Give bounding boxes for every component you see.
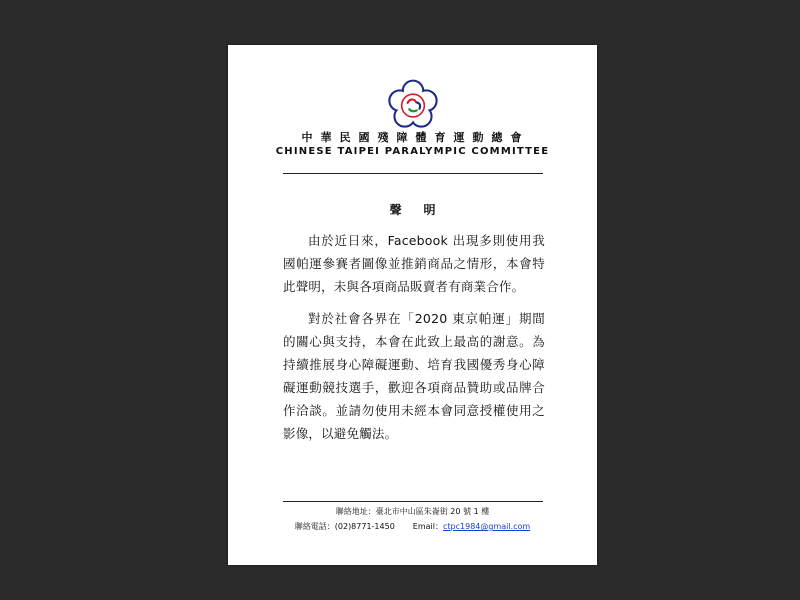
paralympic-committee-logo	[386, 78, 440, 132]
contact-address: 聯絡地址：臺北市中山區朱崙街 20 號 1 樓	[335, 507, 490, 516]
statement-paragraph: 對於社會各界在「2020 東京帕運」期間的關心與支持，本會在此致上最高的謝意。為持續推展身心障礙運動、培育我國優秀身心障礙運動競技選手，歡迎各項商品贊助或品牌合作洽談。並請勿使用未經本會同意授權使用之影像，以避免觸法。	[283, 311, 545, 441]
statement-title-char: 明	[423, 203, 436, 217]
header-divider	[283, 173, 543, 174]
contact-phone: 聯絡電話：(02)8771-1450	[294, 522, 395, 531]
statement-title	[228, 201, 597, 218]
email-link[interactable]: ctpc1984@gmail.com	[443, 522, 531, 531]
email-label: Email：	[412, 522, 443, 531]
document-page	[228, 45, 597, 565]
footer-divider	[283, 501, 543, 502]
statement-paragraph: 由於近日來，Facebook 出現多則使用我國帕運參賽者圖像並推銷商品之情形，本會特此聲明，未與各項商品販賣者有商業合作。	[283, 233, 545, 294]
organization-name-zh: 中華民國殘障體育運動總會	[301, 131, 530, 144]
organization-name-en: CHINESE TAIPEI PARALYMPIC COMMITTEE	[275, 146, 550, 157]
statement-title-char: 聲	[389, 203, 402, 217]
contact-line	[228, 521, 597, 532]
